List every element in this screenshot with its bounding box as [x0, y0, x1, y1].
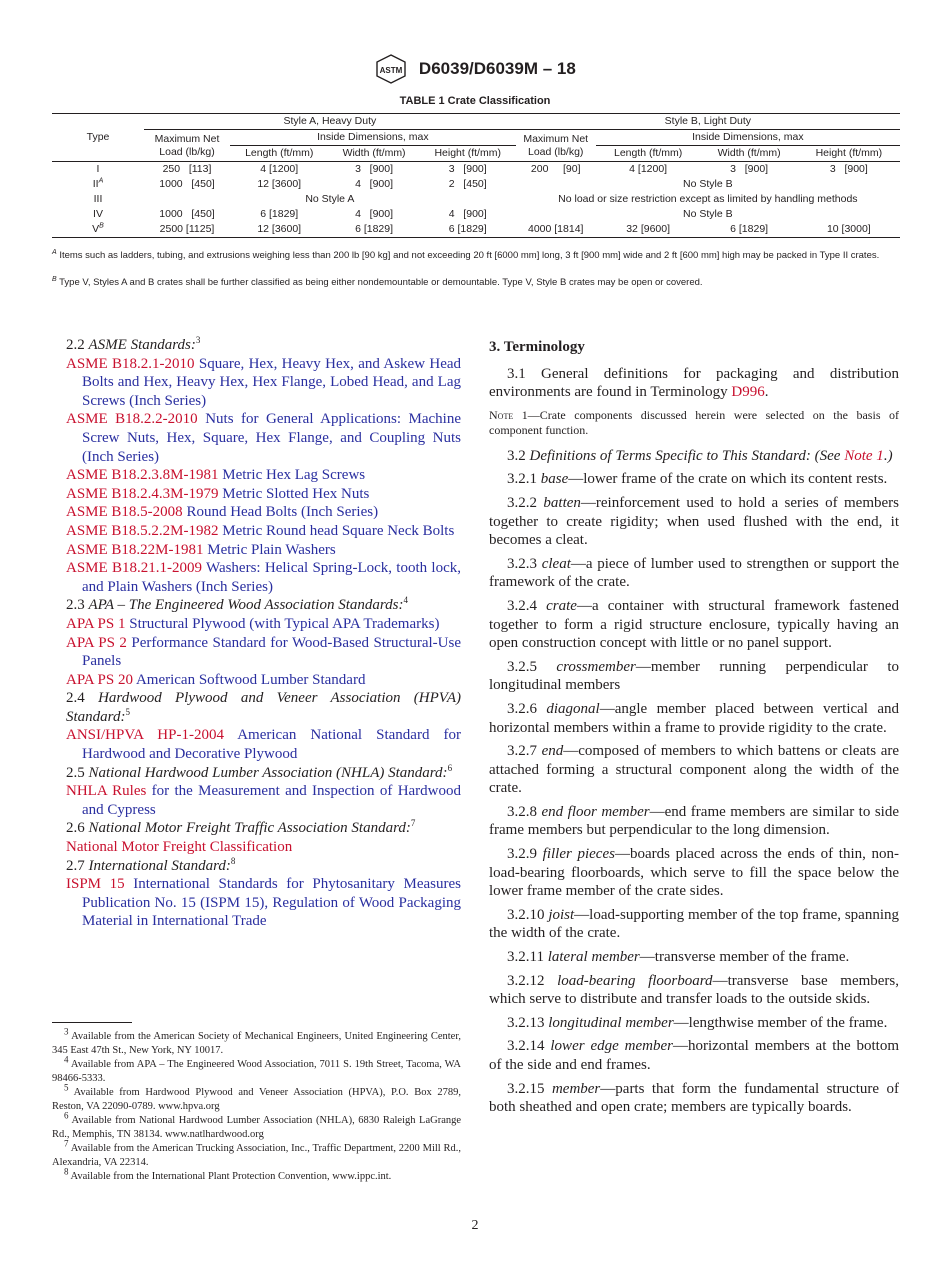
b-height: 3 [900] — [829, 163, 868, 175]
a-width: 6 [1829] — [355, 223, 394, 235]
asme-ref[interactable]: ASME B18.22M-1981 Metric Plain Washers — [66, 541, 336, 558]
asme-ref[interactable]: ASME B18.2.2-2010 Nuts for General Applications: Machine Screw Nuts, Hex, Square, Hex Flange, and Coupling Nuts (Inch Series) — [66, 411, 461, 465]
a-width: 4 [900] — [355, 208, 394, 220]
crate-classification-table — [52, 113, 900, 238]
footnote: $^8$ Available from the International Plant Protection Convention, www.ippc.int. — [64, 1166, 392, 1182]
style-b-width-header: Width (ft/mm) — [717, 147, 781, 159]
footnote-divider — [52, 1022, 132, 1023]
style-b-header: Style B, Light Duty — [516, 114, 900, 130]
hpva-ref[interactable]: ANSI/HPVA HP-1-2004 American National Standard for Hardwood and Decorative Plywood — [66, 727, 461, 763]
b-span: No load or size restriction except as limited by handling methods — [558, 193, 858, 205]
term-definition: 3.2.14 lower edge member—horizontal members at the bottom of the side and end frames. — [489, 1038, 899, 1073]
row-type: $V^B$ — [92, 222, 104, 235]
ispm-ref[interactable]: ISPM 15 International Standards for Phytosanitary Measures Publication No. 15 (ISPM 15), Regulation of Wood Packaging Material in International Trade — [66, 876, 461, 930]
a-height: 4 [900] — [448, 208, 487, 220]
b-load: 200 [90] — [530, 163, 581, 175]
right-column — [489, 336, 899, 1122]
table-row — [52, 222, 900, 238]
b-height: 10 [3000] — [826, 223, 871, 235]
b-load: 4000 [1814] — [527, 223, 584, 235]
term-definition: 3.2.5 crossmember—member running perpendicular to longitudinal members — [489, 658, 899, 694]
a-length: 6 [1829] — [260, 208, 299, 220]
a-load: 250 [113] — [162, 163, 212, 175]
asme-ref[interactable]: ASME B18.21.1-2009 Washers: Helical Spring-Lock, tooth lock, and Plain Washers (Inch Series) — [66, 560, 461, 595]
term-definition: 3.2.12 load-bearing floorboard—transverse base members, which serve to distribute and transfer loads to the outside skids. — [489, 972, 900, 1008]
a-length: 12 [3600] — [257, 223, 302, 235]
b-width: 6 [1829] — [730, 223, 769, 235]
footnote: $^6$ Available from National Hardwood Lumber Association (NHLA), 6830 Raleigh LaGrange Rd., Memphis, TN 38134. www.natlhardwood.org — [52, 1110, 462, 1140]
a-height: 2 [450] — [448, 178, 487, 190]
apa-ref[interactable]: APA PS 1 Structural Plywood (with Typical APA Trademarks) — [66, 615, 440, 632]
term-definition: 3.2.11 lateral member—transverse member of the frame. — [507, 949, 850, 966]
table-row — [52, 177, 900, 192]
footnote: $^5$ Available from Hardwood Plywood and Veneer Association (HPVA), P.O. Box 2789, Reston, VA 22090-0789. www.hpva.org — [52, 1082, 461, 1112]
apa-ref[interactable]: APA PS 2 Performance Standard for Wood-Based Structural-Use Panels — [66, 634, 461, 670]
term-definition: 3.2.9 filler pieces—boards placed across the ends of thin, non-load-bearing floorboards, which serve to fill the space below the lower frame member of the crate sides. — [489, 846, 899, 900]
style-a-load-header: Maximum Net Load (lb/kg) — [144, 130, 230, 162]
table-footnote-a: $^A$ Items such as ladders, tubing, and extrusions weighing less than 200 lb [90 kg] and not exceeding 20 ft [6000 mm] long, 3 ft [900 mm] wide and 2 ft [600 mm] high may be packed in Type II crates. — [52, 248, 880, 261]
style-a-header: Style A, Heavy Duty — [144, 114, 516, 130]
section-2-5-heading: 2.5 National Hardwood Lumber Association (NHLA) Standard:$^6$ — [66, 762, 453, 781]
term-definition: 3.2.1 base—lower frame of the crate on which its content rests. — [507, 471, 888, 488]
type-header: Type — [52, 114, 144, 162]
term-definition: 3.2.2 batten—reinforcement used to hold a series of members together to create rigidity; when used flushed with the end, it becomes a cleat. — [489, 494, 899, 549]
b-length: 32 [9600] — [626, 223, 671, 235]
astm-logo-icon — [374, 54, 408, 84]
table-title: TABLE 1 Crate Classification — [399, 95, 551, 107]
asme-ref[interactable]: ASME B18.2.3.8M-1981 Metric Hex Lag Screws — [66, 467, 366, 484]
b-span: No Style B — [683, 178, 733, 190]
term-definition: 3.2.13 longitudinal member—lengthwise member of the frame. — [507, 1014, 888, 1031]
asme-ref[interactable]: ASME B18.2.4.3M-1979 Metric Slotted Hex Nuts — [66, 485, 370, 502]
term-definition: 3.2.4 crate—a container with structural framework fastened together to form a rigid structure enclosure, typically having an open construction concept with little or no panel support. — [489, 597, 899, 652]
section-3-heading: 3. Terminology — [489, 339, 585, 355]
table-footnote-b: $^B$ Type V, Styles A and B crates shall be further classified as being either nondemountable or demountable. Type V, Style B crates may be open or covered. — [52, 275, 703, 288]
footnote: $^7$ Available from the American Trucking Association, Inc., Traffic Department, 2200 Mill Rd., Alexandria, VA 22314. — [52, 1138, 461, 1168]
a-load: 1000 [450] — [159, 208, 215, 220]
section-2-4-heading: 2.4 Hardwood Plywood and Veneer Association (HPVA) Standard:$^5$ — [66, 690, 461, 725]
term-definition: 3.2.10 joist—load-supporting member of the top frame, spanning the width of the crate. — [489, 906, 899, 942]
para-3-1: 3.1 General definitions for packaging and distribution environments are found in Terminology D996. — [489, 365, 899, 401]
term-definition: 3.2.8 end floor member—end frame members are similar to side frame members but perpendicular to the long dimension. — [489, 803, 900, 839]
section-2-6-heading: 2.6 National Motor Freight Traffic Association Standard:$^7$ — [66, 818, 416, 837]
asme-ref[interactable]: ASME B18.2.1-2010 Square, Hex, Heavy Hex, and Askew Head Bolts and Hex, Heavy Hex, Hex Flange, Lobed Head, and Lag Screws (Inch Series) — [66, 355, 462, 409]
b-span: No Style B — [683, 208, 733, 220]
row-type: III — [93, 193, 103, 205]
term-definition: 3.2.15 member—parts that form the fundamental structure of both sheathed and open crate; members are typically boards. — [489, 1080, 900, 1116]
page-header — [0, 54, 950, 84]
asme-ref[interactable]: ASME B18.5-2008 Round Head Bolts (Inch Series) — [66, 504, 379, 521]
table-row — [52, 162, 900, 178]
row-type: IV — [93, 208, 103, 220]
a-load: 2500 [1125] — [159, 223, 215, 235]
b-length: 4 [1200] — [629, 163, 668, 175]
a-length: 4 [1200] — [260, 163, 299, 175]
nhla-ref[interactable]: NHLA Rules for the Measurement and Inspection of Hardwood and Cypress — [66, 783, 462, 818]
footnote: $^4$ Available from APA – The Engineered Wood Association, 7011 S. 19th Street, Tacoma, WA 98466-5333. — [52, 1054, 461, 1084]
table-row — [52, 207, 900, 222]
footnote: $^3$ Available from the American Society of Mechanical Engineers, United Engineering Center, 345 East 47th St., New York, NY 10017. — [52, 1026, 462, 1056]
asme-ref[interactable]: ASME B18.5.2.2M-1982 Metric Round head Square Neck Bolts — [66, 522, 455, 539]
style-b-load-header: Maximum Net Load (lb/kg) — [516, 130, 596, 162]
term-definition: 3.2.7 end—composed of members to which battens or cleats are attached forming a structural component along the width of the crate. — [489, 743, 900, 797]
section-2-2-heading: 2.2 ASME Standards:$^3$ — [66, 335, 201, 353]
section-2-7-heading: 2.7 International Standard:$^8$ — [66, 855, 236, 874]
page-number: 2 — [471, 1218, 479, 1233]
footnotes — [52, 1026, 462, 1184]
document-designation: D6039/D6039M – 18 — [418, 59, 576, 78]
row-type: I — [96, 163, 100, 175]
style-a-dims-header: Inside Dimensions, max — [230, 130, 516, 146]
a-width: 3 [900] — [355, 163, 394, 175]
style-a-width-header: Width (ft/mm) — [342, 147, 406, 159]
note-1: Note 1—Crate components discussed herein were selected on the basis of component function. — [489, 407, 900, 438]
b-width: 3 [900] — [730, 163, 769, 175]
d996-link[interactable]: D996 — [731, 384, 765, 401]
astm-logo-text: ASTM — [379, 66, 403, 75]
style-a-height-header: Height (ft/mm) — [434, 147, 501, 159]
a-height: 6 [1829] — [448, 223, 487, 235]
a-span: No Style A — [305, 193, 355, 205]
term-definition: 3.2.3 cleat—a piece of lumber used to strengthen or support the framework of the crate. — [489, 555, 900, 591]
a-load: 1000 [450] — [159, 178, 215, 190]
apa-ref[interactable]: APA PS 20 American Softwood Lumber Standard — [66, 671, 366, 688]
a-width: 4 [900] — [355, 178, 394, 190]
nmfc-ref[interactable]: National Motor Freight Classification — [66, 839, 293, 856]
term-definition: 3.2.6 diagonal—angle member placed between vertical and horizontal members within a frame to provide rigidity to the crate. — [489, 700, 900, 736]
left-column — [66, 336, 461, 931]
style-b-length-header: Length (ft/mm) — [613, 147, 683, 159]
style-b-height-header: Height (ft/mm) — [815, 147, 883, 159]
para-3-2: 3.2 Definitions of Terms Specific to This Standard: (See Note 1.) — [507, 447, 893, 464]
a-length: 12 [3600] — [257, 178, 302, 190]
table-row — [52, 192, 900, 207]
row-type: $II^A$ — [92, 177, 104, 190]
a-height: 3 [900] — [448, 163, 487, 175]
style-b-dims-header: Inside Dimensions, max — [596, 130, 900, 146]
note-1-link[interactable]: Note 1 — [844, 447, 884, 464]
section-2-3-heading: 2.3 APA – The Engineered Wood Association Standards:$^4$ — [66, 595, 408, 614]
style-a-length-header: Length (ft/mm) — [245, 147, 314, 159]
